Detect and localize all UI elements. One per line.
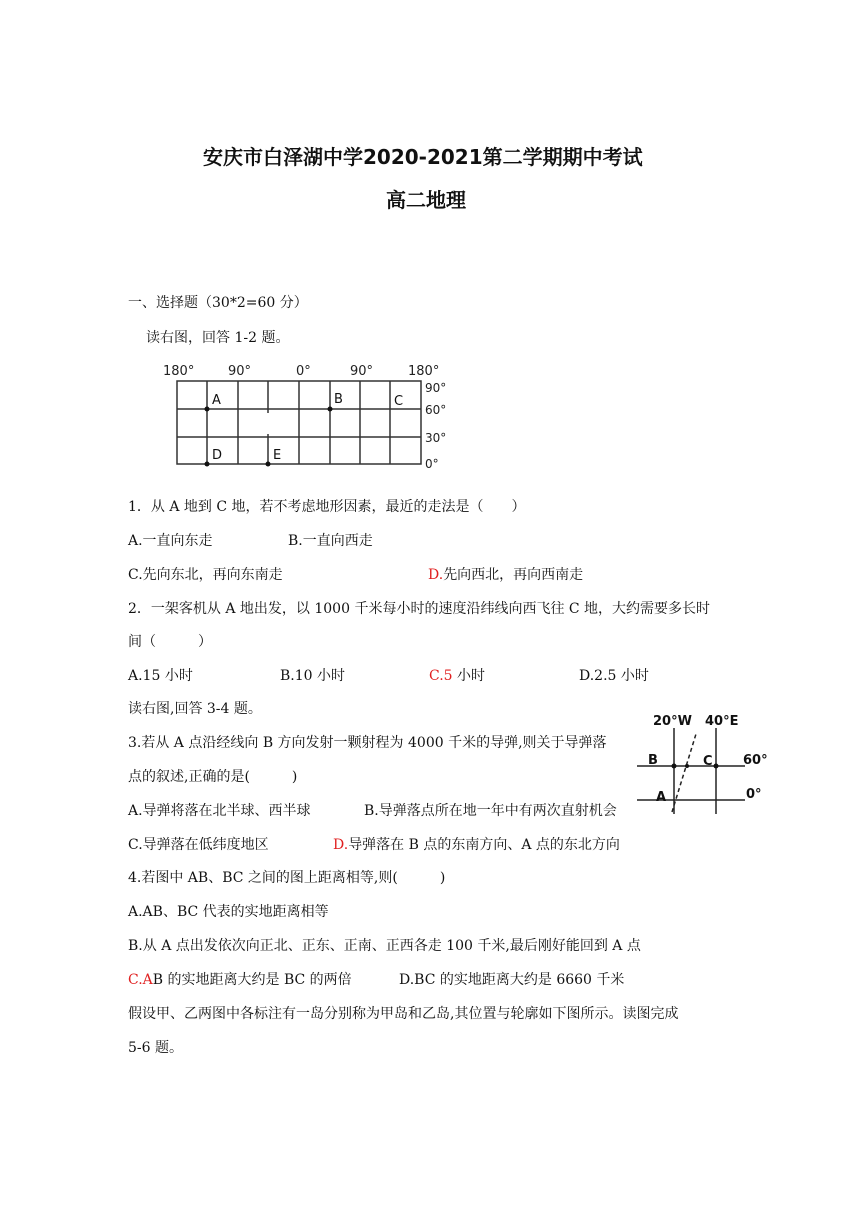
q3-option-d-text: 导弹落在 B 点的东南方向、A 点的东北方向 — [348, 837, 620, 853]
q4-option-a: A.AB、BC 代表的实地距离相等 — [128, 904, 329, 920]
point-c-dot — [714, 764, 719, 769]
point-b-label: B — [648, 753, 658, 768]
point-b-label: B — [334, 392, 343, 407]
lat-label-0: 0° — [425, 457, 439, 471]
point-a-label: A — [212, 393, 221, 408]
lat-label-90: 90° — [425, 381, 447, 395]
q2-option-b: B.10 小时 — [280, 668, 346, 684]
section-heading: 一、选择题（30*2=60 分） — [128, 295, 308, 311]
lat-label-60: 60° — [743, 753, 768, 768]
point-b-dot — [672, 764, 677, 769]
q1-option-d-text: 先向西北，再向西南走 — [443, 567, 584, 583]
point-c-label: C — [703, 754, 713, 769]
point-a-dot — [205, 407, 210, 412]
lon-label-0: 0° — [296, 364, 311, 379]
intro-5-6-line1: 假设甲、乙两图中各标注有一岛分别称为甲岛和乙岛,其位置与轮廓如下图所示。读图完成 — [128, 1006, 679, 1022]
q4-stem: 4.若图中 AB、BC 之间的图上距离相等,则( ) — [128, 870, 446, 886]
point-b-dot — [328, 407, 333, 412]
meridian-parallel-figure — [635, 710, 785, 815]
lon-label-90-left: 90° — [228, 364, 252, 379]
intro-3-4: 读右图,回答 3-4 题。 — [128, 701, 262, 717]
q2-stem-line2: 间（ ） — [128, 634, 212, 650]
q4-option-c-text: B 的实地距离大约是 BC 的两倍 — [152, 972, 352, 988]
lon-label-40e: 40°E — [705, 714, 739, 729]
page-title: 安庆市白泽湖中学2020-2021第二学期期中考试 — [203, 145, 643, 169]
q2-stem-line1: 2．一架客机从 A 地出发，以 1000 千米每小时的速度沿纬线向西飞往 C 地，大约需要多长时 — [128, 601, 711, 617]
lon-label-180-left: 180° — [163, 364, 195, 379]
point-e-label: E — [273, 448, 282, 463]
lat-label-0: 0° — [746, 787, 762, 802]
q2-option-d: D.2.5 小时 — [579, 668, 649, 684]
point-d-dot — [205, 462, 210, 467]
q3-stem-line2: 点的叙述,正确的是( ) — [128, 769, 298, 785]
point-e-dot — [266, 462, 271, 467]
q4-option-c — [128, 969, 352, 989]
q3-stem-line1: 3.若从 A 点沿经线向 B 方向发射一颗射程为 4000 千米的导弹,则关于导弹落 — [128, 735, 607, 751]
q4-option-b: B.从 A 点出发依次向正北、正东、正南、正西各走 100 千米,最后刚好能回到 A 点 — [128, 938, 641, 954]
lon-label-90-right: 90° — [350, 364, 374, 379]
q3-option-a: A.导弹将落在北半球、西半球 — [128, 803, 311, 819]
q1-stem: 1．从 A 地到 C 地，若不考虑地形因素，最近的走法是（ ） — [128, 499, 526, 515]
q3-option-d — [333, 834, 620, 854]
lat-label-30: 30° — [425, 431, 447, 445]
figure-lines — [637, 728, 745, 814]
intro-5-6-line2: 5-6 题。 — [128, 1040, 183, 1056]
point-mid-dot — [685, 764, 689, 768]
q2-answer-marker: C.5 — [429, 668, 453, 684]
lon-label-20w: 20°W — [653, 714, 692, 729]
q4-answer-marker: C.A — [128, 972, 153, 988]
q2-option-c — [429, 665, 485, 685]
q1-option-d — [428, 564, 583, 584]
q1-answer-marker: D. — [428, 567, 444, 583]
q2-option-a: A.15 小时 — [128, 668, 193, 684]
q1-option-a: A.一直向东走 — [128, 533, 213, 549]
q1-option-b: B.一直向西走 — [288, 533, 373, 549]
page-subtitle: 高二地理 — [386, 188, 466, 212]
q3-answer-marker: D. — [333, 837, 349, 853]
latlon-grid-figure — [160, 360, 460, 475]
point-c-label: C — [394, 394, 404, 409]
q3-option-c: C.导弹落在低纬度地区 — [128, 837, 269, 853]
q3-option-b: B.导弹落点所在地一年中有两次直射机会 — [364, 803, 617, 819]
point-a-label: A — [656, 790, 667, 805]
q4-option-d: D.BC 的实地距离大约是 6660 千米 — [399, 972, 625, 988]
q1-option-c: C.先向东北，再向东南走 — [128, 567, 283, 583]
lon-label-180-right: 180° — [408, 364, 440, 379]
point-d-label: D — [212, 448, 223, 463]
intro-1-2: 读右图，回答 1-2 题。 — [146, 330, 290, 346]
lat-label-60: 60° — [425, 403, 447, 417]
q2-option-c-text: 小时 — [452, 668, 486, 684]
